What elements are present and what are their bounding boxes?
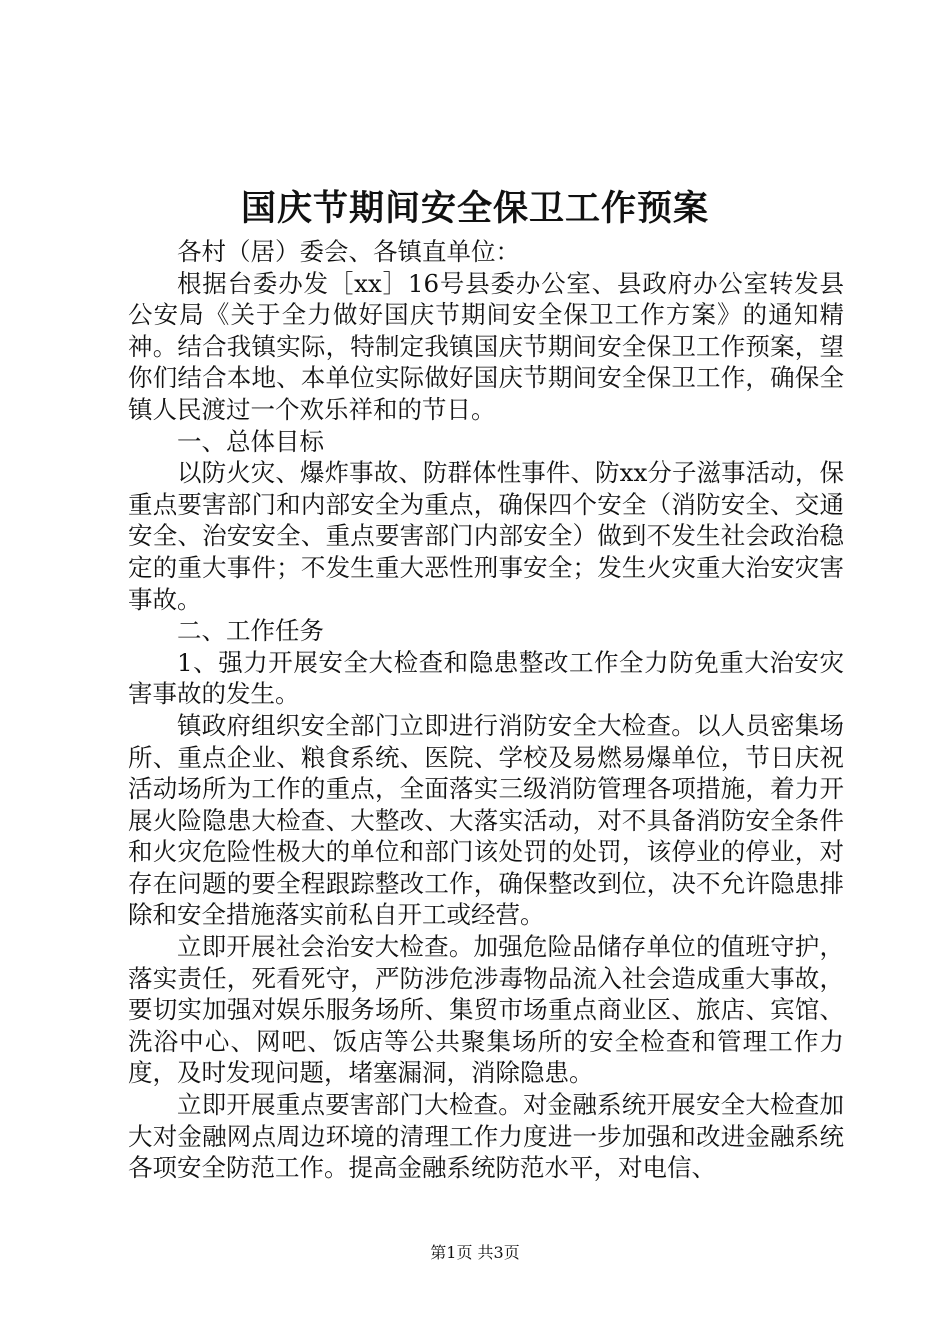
page-number-footer: 第1页 共3页: [430, 1243, 520, 1262]
document-title: 国庆节期间安全保卫工作预案: [240, 188, 709, 229]
salutation: 各村（居）委会、各镇直单位：: [177, 237, 520, 266]
paragraph: 镇政府组织安全部门立即进行消防安全大检查。以人员密集场所、重点企业、粮食系统、医院、学校及易燃易爆单位，节日庆祝活动场所为工作的重点，全面落实三级消防管理各项措施，着力开展火险隐患大检查、大整改、大落实活动，对不具备消防安全条件和火灾危险性极大的单位和部门该处罚的处罚，该停业的停业，对存在问题的要全程跟踪整改工作，确保整改到位，决不允许隐患排除和安全措施落实前私自开工或经营。: [128, 710, 844, 930]
paragraph: 立即开展社会治安大检查。加强危险品储存单位的值班守护，落实责任，死看死守，严防涉危涉毒物品流入社会造成重大事故，要切实加强对娱乐服务场所、集贸市场重点商业区、旅店、宾馆、洗浴中心、网吧、饭店等公共聚集场所的安全检查和管理工作力度，及时发现问题，堵塞漏洞，消除隐患。: [128, 932, 844, 1088]
document-body: [128, 236, 844, 1184]
paragraph: 根据台委办发［xx］16号县委办公室、县政府办公室转发县公安局《关于全力做好国庆节期间安全保卫工作方案》的通知精神。结合我镇实际，特制定我镇国庆节期间安全保卫工作预案，望你们结合本地、本单位实际做好国庆节期间安全保卫工作，确保全镇人民渡过一个欢乐祥和的节日。: [128, 268, 844, 424]
paragraph: 以防火灾、爆炸事故、防群体性事件、防xx分子滋事活动，保重点要害部门和内部安全为重点，确保四个安全（消防安全、交通安全、治安安全、重点要害部门内部安全）做到不发生社会政治稳定的重大事件；不发生重大恶性刑事安全；发生火灾重大治安灾害事故。: [128, 458, 844, 614]
paragraph: 立即开展重点要害部门大检查。对金融系统开展安全大检查加大对金融网点周边环境的清理工作力度进一步加强和改进金融系统各项安全防范工作。提高金融系统防范水平，对电信、: [128, 1090, 844, 1183]
paragraph: 1、强力开展安全大检查和隐患整改工作全力防免重大治安灾害事故的发生。: [128, 647, 844, 709]
section-heading: 二、工作任务: [177, 616, 324, 646]
section-heading: 一、总体目标: [177, 426, 324, 456]
